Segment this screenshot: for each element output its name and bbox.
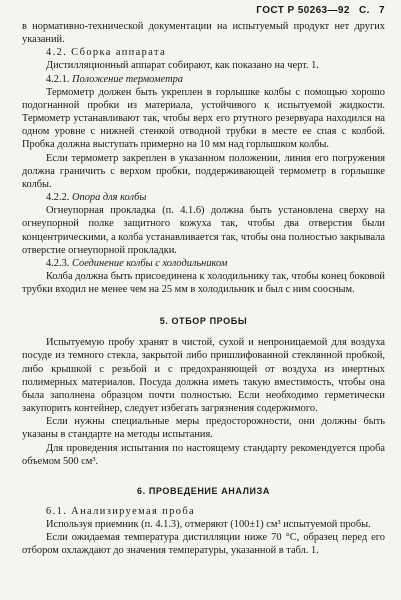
section-6-1-title: 6.1. Анализируемая проба: [46, 505, 196, 517]
section-4-2-2-paragraph-1: Огнеупорная прокладка (п. 4.1.6) должна быть установлена сверху на огнеупорной полке защитного кожуха так, чтобы два отверстия были концентрическими, а колба устанавливается так, чтобы она полностью закрывала отверстие огнеупорной прокладки.: [22, 205, 385, 256]
page-number: 7: [379, 5, 385, 16]
section-6-1-paragraph-1: Используя приемник (п. 4.1.3), отмеряют (100±1) см³ испытуемой пробы.: [46, 519, 371, 530]
section-5-paragraph-2: Если нужны специальные меры предосторожности, они должны быть указаны в стандарте на методы испытания.: [22, 416, 385, 441]
section-4-2-2-title: 4.2.2. Опора для колбы: [46, 192, 147, 204]
page-label: С.: [359, 5, 370, 16]
intro-paragraph: в нормативно-технической документации на испытуемый продукт нет других указаний.: [22, 21, 385, 46]
section-5-heading: 5. ОТБОР ПРОБЫ: [159, 316, 248, 327]
section-6-1-paragraph-2: Если ожидаемая температура дистилляции ниже 70 °С, образец перед его отбором охлаждают до значения температуры, указанной в табл. 1.: [22, 532, 385, 557]
section-4-2-3-title: 4.2.3. Соединение колбы с холодильником: [46, 257, 228, 269]
standard-number: ГОСТ Р 50263—92: [256, 5, 350, 16]
section-5-paragraph-1: Испытуемую пробу хранят в чистой, сухой и непроницаемой для воздуха посуде из темного стекла, закрытой либо пришлифованной стеклянной пробкой, либо крышкой с резьбой и с предохраняющей от воздуха из инертных полимерных материалов. Посуда должна иметь такую вместимость, чтобы она была заполнена образцом почти полностью. Если необходимо герметически закупорить контейнер, следует избегать загрязнения содержимого.: [22, 337, 385, 415]
section-4-2-text: Дистилляционный аппарат собирают, как показано на черт. 1.: [46, 60, 319, 72]
section-4-2-3-paragraph-1: Колба должна быть присоединена к холодильнику так, чтобы конец боковой трубки входил не менее чем на 25 мм в холодильник и был с ним соосным.: [22, 270, 385, 296]
section-5-paragraph-3: Для проведения испытания по настоящему стандарту рекомендуется проба объемом 500 см³.: [22, 442, 385, 467]
page-header: [22, 4, 385, 20]
section-4-2-title: 4.2. Сборка аппарата: [46, 47, 167, 59]
section-4-2-1-paragraph-1: Термометр должен быть укреплен в горлышке колбы с помощью хорошо подогнанной пробки из материала, устойчивого к испытуемой жидкости. Термометр устанавливают так, чтобы верх его ртутного резервуара находился на одном уровне с нижней стенкой отводной трубки в месте ее спая с колбой. Пробка должна выступать примерно на 10 мм над горлышком колбы.: [22, 86, 385, 151]
section-4-2-1-paragraph-2: Если термометр закреплен в указанном положении, линия его погружения должна граничить с верхом пробки, поддерживающей термометр в горлышке колбы.: [22, 152, 385, 190]
section-6-heading: 6. ПРОВЕДЕНИЕ АНАЛИЗА: [137, 485, 270, 496]
section-4-2-1-title: 4.2.1. Положение термометра: [46, 73, 183, 85]
